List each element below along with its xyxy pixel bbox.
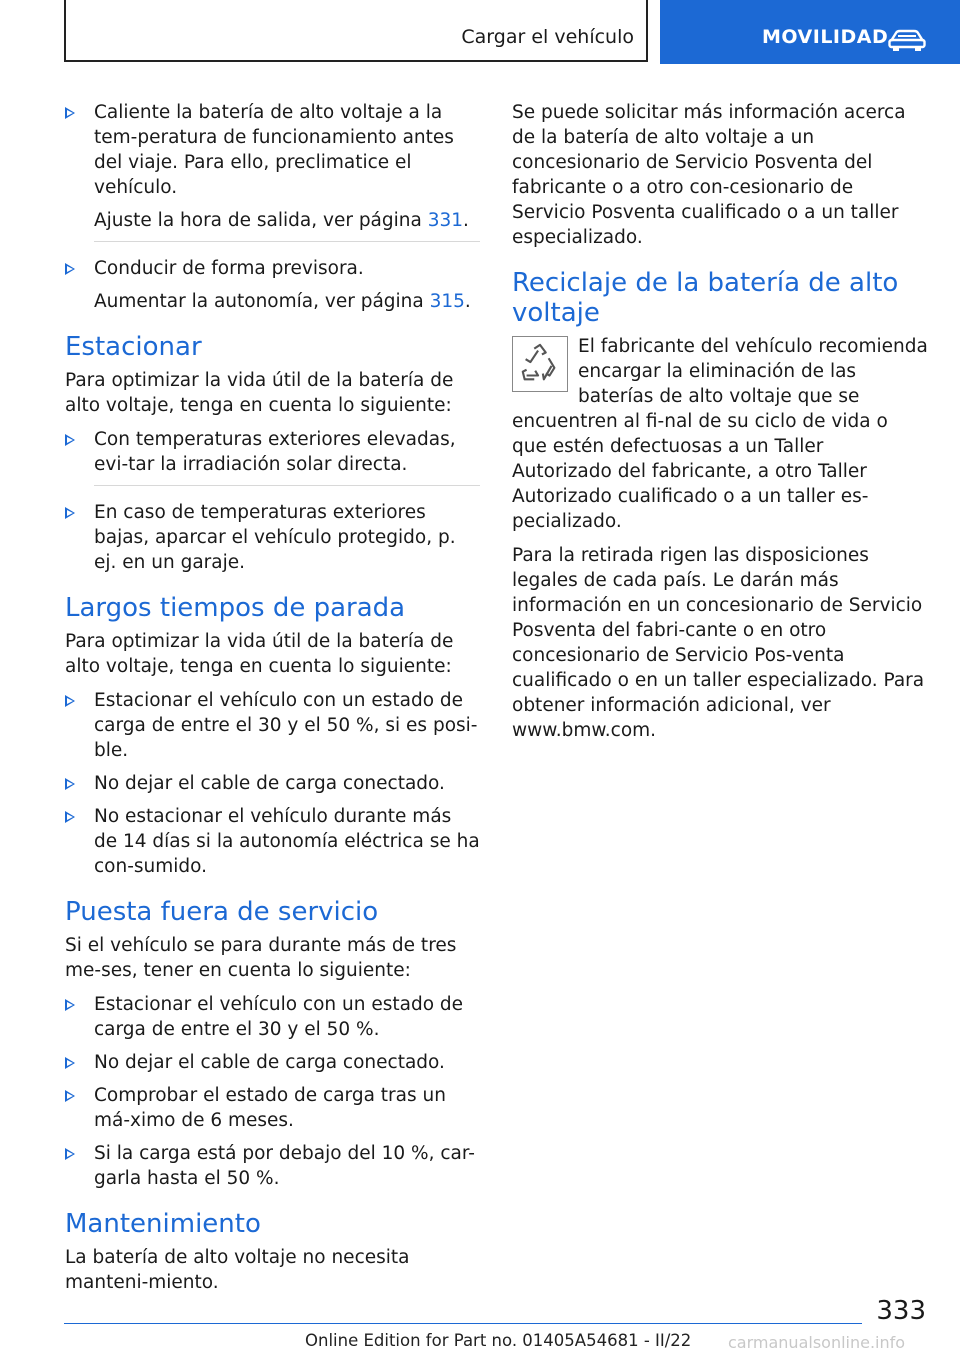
list-item xyxy=(65,500,480,575)
paragraph: Para la retirada rigen las disposiciones legales de cada país. Le darán más información en un concesionario de Servicio Posventa del fabri-cante o en otro concesionario de Servicio Pos-venta cualificado o en un taller especializado. Para obtener información adicional, ver www.bmw.com. xyxy=(512,545,925,741)
list-item xyxy=(65,771,480,796)
cross-reference xyxy=(65,208,480,233)
cross-reference xyxy=(65,289,480,314)
bullet-text: Estacionar el vehículo con un estado de carga de entre el 30 y el 50 %, si es posi-ble. xyxy=(94,690,478,761)
paragraph: Se puede solicitar más información acerca de la batería de alto voltaje a un concesionario de Servicio Posventa del fabricante o a otro con-cesionario de Servicio Posventa cualificado o a un taller especializado. xyxy=(512,102,906,248)
left-column xyxy=(65,100,480,1304)
list-item xyxy=(65,804,480,879)
header-tab-label: MOVILIDAD xyxy=(762,26,889,48)
page-link-315[interactable]: 315 xyxy=(429,291,465,312)
bullet-triangle-icon xyxy=(65,778,75,790)
paragraph: Si el vehículo se para durante más de tres me-ses, tener en cuenta lo siguiente: xyxy=(65,935,457,981)
bullet-triangle-icon xyxy=(65,434,75,446)
list-item xyxy=(65,992,480,1042)
reference-text: Ajuste la hora de salida, ver página xyxy=(94,210,428,231)
header-tab-movilidad[interactable] xyxy=(660,0,960,64)
section-title: Cargar el vehículo xyxy=(461,26,634,48)
reference-suffix: . xyxy=(463,210,469,231)
bullet-text: Caliente la batería de alto voltaje a la tem-peratura de funcionamiento antes del viaje. Para ello, preclimatice el vehículo. xyxy=(94,102,454,198)
bullet-triangle-icon xyxy=(65,999,75,1011)
bullet-text: Si la carga está por debajo del 10 %, car-garla hasta el 50 %. xyxy=(94,1143,475,1189)
divider xyxy=(94,241,480,242)
header-section-box xyxy=(64,0,648,62)
watermark: carmanualsonline.info xyxy=(728,1333,906,1352)
bullet-triangle-icon xyxy=(65,263,75,275)
bullet-text: En caso de temperaturas exteriores bajas, aparcar el vehículo protegido, p. ej. en un garaje. xyxy=(94,502,456,573)
bullet-text: Comprobar el estado de carga tras un má-ximo de 6 meses. xyxy=(94,1085,446,1131)
footer-divider xyxy=(64,1323,862,1324)
list-item xyxy=(65,1141,480,1191)
heading-puesta-fuera: Puesta fuera de servicio xyxy=(65,897,379,927)
bullet-triangle-icon xyxy=(65,1057,75,1069)
bullet-text: Conducir de forma previsora. xyxy=(94,258,364,279)
paragraph: Para optimizar la vida útil de la batería de alto voltaje, tenga en cuenta lo siguiente: xyxy=(65,631,454,677)
heading-mantenimiento: Mantenimiento xyxy=(65,1209,261,1239)
page-link-331[interactable]: 331 xyxy=(427,210,464,231)
heading-estacionar: Estacionar xyxy=(65,332,202,362)
bullet-triangle-icon xyxy=(65,811,75,823)
list-item xyxy=(65,100,480,200)
bullet-text: No dejar el cable de carga conectado. xyxy=(94,773,445,794)
recycle-icon xyxy=(512,336,568,392)
bullet-triangle-icon xyxy=(65,1090,75,1102)
list-item xyxy=(65,256,480,281)
bullet-text: Estacionar el vehículo con un estado de carga de entre el 30 y el 50 %. xyxy=(94,994,464,1040)
paragraph: El fabricante del vehículo recomienda encargar la eliminación de las baterías de alto voltaje que se encuentren al fi-nal de su ciclo de vida o que estén defectuosas a un Taller Autorizado del fabricante, a otro Taller Autorizado cualificado o a un taller es-pecializado. xyxy=(512,336,928,532)
reference-suffix: . xyxy=(464,291,471,312)
bullet-triangle-icon xyxy=(65,695,75,707)
recycle-note xyxy=(512,334,928,534)
list-item xyxy=(65,1050,480,1075)
page-number: 333 xyxy=(876,1296,926,1326)
divider xyxy=(94,485,480,486)
list-item xyxy=(65,688,480,763)
bullet-text: No estacionar el vehículo durante más de 14 días si la autonomía eléctrica se ha con-sumido. xyxy=(94,806,480,877)
bullet-triangle-icon xyxy=(65,507,75,519)
bullet-text: No dejar el cable de carga conectado. xyxy=(94,1052,445,1073)
heading-largos-tiempos: Largos tiempos de parada xyxy=(65,593,406,623)
car-icon xyxy=(888,28,926,52)
bullet-triangle-icon xyxy=(65,1148,75,1160)
edition-footer: Online Edition for Part no. 01405A54681 - II/22 xyxy=(305,1331,692,1350)
bullet-triangle-icon xyxy=(65,107,75,119)
list-item xyxy=(65,427,480,477)
bullet-text: Con temperaturas exteriores elevadas, evi-tar la irradiación solar directa. xyxy=(94,429,456,475)
list-item xyxy=(65,1083,480,1133)
right-column xyxy=(512,100,928,752)
reference-text: Aumentar la autonomía, ver página xyxy=(94,291,430,312)
paragraph: Para optimizar la vida útil de la batería de alto voltaje, tenga en cuenta lo siguiente: xyxy=(65,370,454,416)
heading-reciclaje: Reciclaje de la batería de alto voltaje xyxy=(512,268,899,328)
paragraph: La batería de alto voltaje no necesita manteni-miento. xyxy=(65,1247,410,1293)
